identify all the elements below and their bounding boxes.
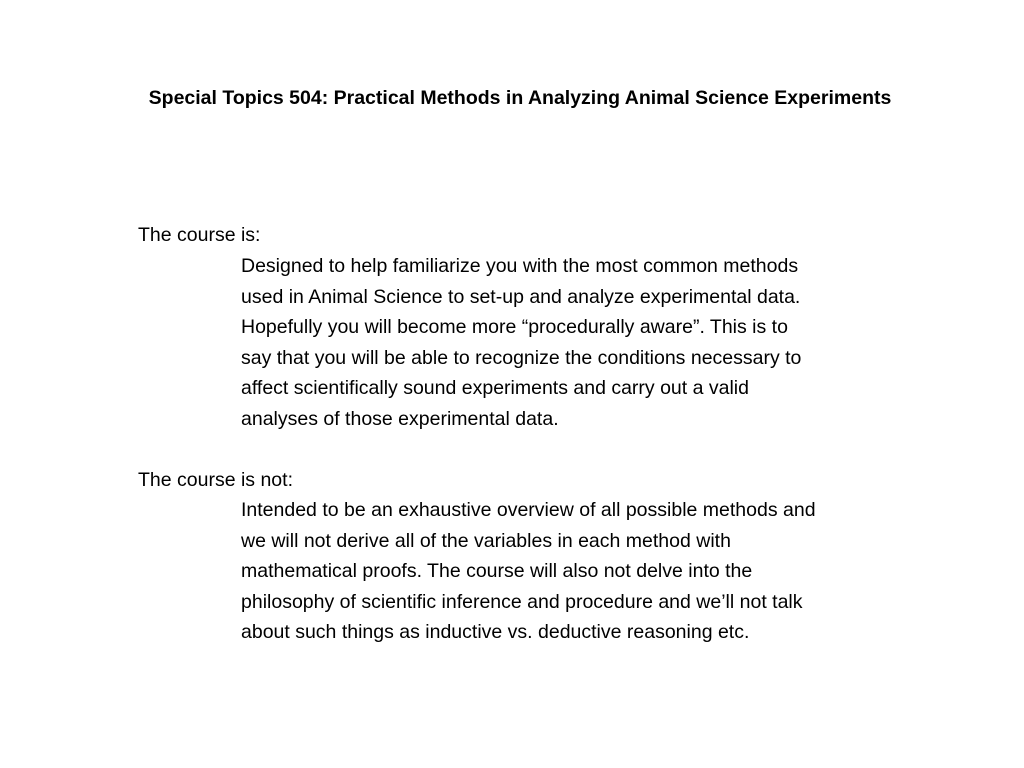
body-line: Designed to help familiarize you with the most common methods — [241, 255, 799, 277]
body-line: about such things as inductive vs. deductive reasoning etc. — [241, 621, 750, 643]
body-line: we will not derive all of the variables in each method with — [241, 529, 731, 552]
body-line: mathematical proofs. The course will also not delve into the — [241, 560, 753, 582]
section-body-course-is — [241, 251, 981, 434]
slide-title: Special Topics 504: Practical Methods in Analyzing Animal Science Experiments — [148, 87, 892, 109]
body-line: Hopefully you will become more “procedurally aware”. This is to — [241, 316, 788, 338]
body-line: used in Animal Science to set-up and analyze experimental data. — [241, 285, 801, 308]
body-line: Intended to be an exhaustive overview of all possible methods and — [241, 499, 816, 521]
body-line: affect scientifically sound experiments and carry out a valid — [241, 377, 749, 399]
body-line: analyses of those experimental data. — [241, 407, 559, 430]
body-line: philosophy of scientific inference and procedure and we’ll not talk — [241, 590, 803, 613]
section-body-course-is-not — [241, 495, 981, 648]
section-heading-course-is-not: The course is not: — [138, 469, 293, 491]
body-line: say that you will be able to recognize the conditions necessary to — [241, 346, 802, 369]
section-heading-course-is: The course is: — [138, 224, 261, 246]
